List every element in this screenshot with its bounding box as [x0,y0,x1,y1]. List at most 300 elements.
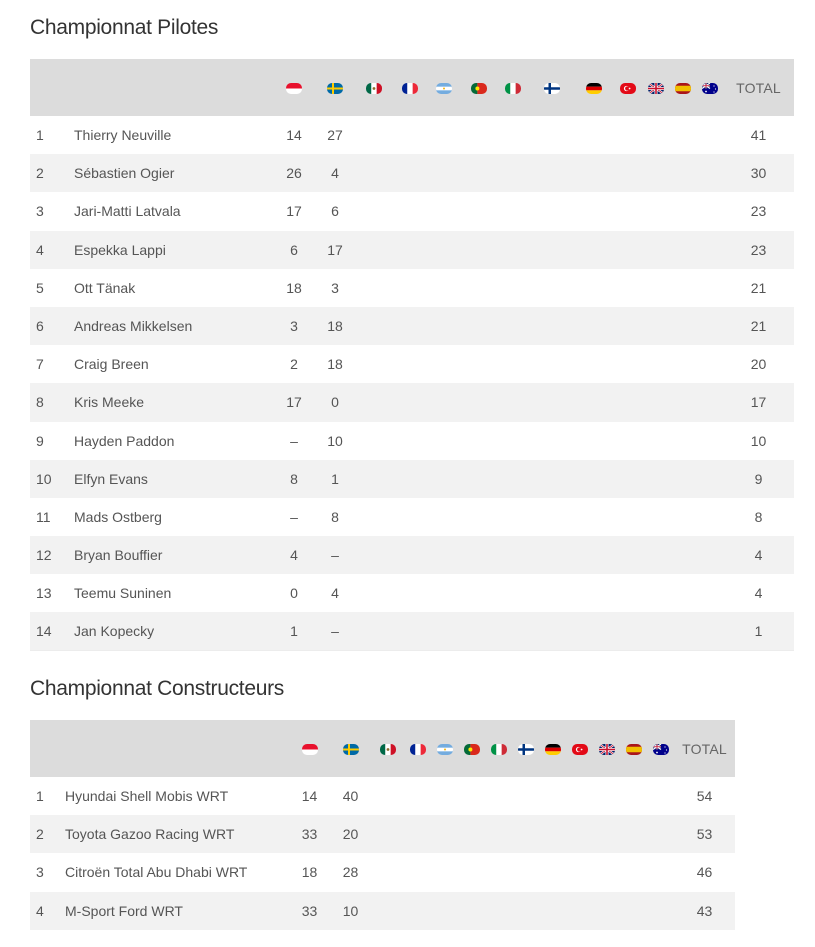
australia-flag-icon [702,83,718,94]
rally-points-cell [496,345,530,383]
total-points-cell: 41 [750,127,767,144]
monaco-flag-icon [302,744,318,755]
table-row [30,460,794,498]
rally-points-cell [356,498,392,536]
rally-points-cell [642,116,669,154]
rally-1-points-cell: – [290,432,298,449]
rally-points-cell [461,498,496,536]
france-flag-icon [402,83,418,94]
rally-points-cell [566,892,593,930]
rally-points-cell [461,231,496,269]
rally-points-cell [642,422,669,460]
turkey-flag-icon [572,744,588,755]
uk-flag-icon [648,83,664,94]
rally-points-cell [669,460,696,498]
rally-points-cell [356,383,392,421]
rally-points-cell [647,815,674,853]
flag-column-header [512,720,539,777]
rally-points-cell [431,892,458,930]
rally-points-cell [496,422,530,460]
table-row [30,536,794,574]
flag-column-header [330,720,371,777]
rally-points-cell [593,853,620,891]
rally-points-cell [574,231,614,269]
position-cell: 1 [36,127,44,144]
rally-points-cell [404,815,431,853]
rally-2-points-cell: 10 [327,432,343,449]
rally-2-points-cell: 20 [342,826,359,843]
position-cell: 4 [36,241,44,258]
rally-2-points-cell: 40 [342,788,359,805]
rally-points-cell [461,154,496,192]
rally-points-cell [696,422,723,460]
total-column-header: TOTAL [736,79,781,96]
rally-1-points-cell: 8 [290,470,298,487]
position-cell: 14 [36,623,52,640]
rally-points-cell [371,777,404,815]
table-row [30,498,794,536]
flag-column-header [574,59,614,116]
rally-2-points-cell: – [331,623,339,640]
rally-points-cell [669,536,696,574]
rally-1-points-cell: 17 [286,203,302,220]
rally-points-cell [614,345,642,383]
rally-points-cell [496,269,530,307]
rally-points-cell [356,422,392,460]
rally-points-cell [371,892,404,930]
rally-points-cell [574,269,614,307]
rally-points-cell [696,536,723,574]
table-row [30,422,794,460]
rally-points-cell [356,307,392,345]
italy-flag-icon [491,744,507,755]
position-cell: 2 [36,165,44,182]
flag-column-header [614,59,642,116]
rally-points-cell [642,383,669,421]
rally-points-cell [458,853,485,891]
rally-points-cell [574,422,614,460]
rally-2-points-cell: 18 [327,356,343,373]
rally-2-points-cell: – [331,547,339,564]
rally-points-cell [431,815,458,853]
rally-points-cell [392,231,427,269]
rally-points-cell [530,460,574,498]
total-points-cell: 9 [754,470,763,487]
position-cell: 9 [36,432,44,449]
rally-points-cell [566,777,593,815]
total-points-cell: 54 [696,788,713,805]
rally-2-points-cell: 27 [327,127,343,144]
rally-points-cell [696,460,723,498]
rally-points-cell [574,345,614,383]
rally-2-points-cell: 0 [331,394,339,411]
rally-points-cell [496,536,530,574]
rally-points-cell [458,777,485,815]
rally-points-cell [614,192,642,230]
rally-2-points-cell: 10 [342,902,359,919]
table-row [30,231,794,269]
rally-points-cell [392,536,427,574]
rally-points-cell [696,345,723,383]
rally-2-points-cell: 4 [331,165,339,182]
rally-points-cell [642,307,669,345]
rally-points-cell [461,307,496,345]
rally-2-points-cell: 4 [331,585,339,602]
name-cell: Andreas Mikkelsen [74,318,193,335]
rally-points-cell [647,853,674,891]
table-header-row [30,59,794,116]
table-row [30,777,735,815]
rally-points-cell [356,231,392,269]
total-points-cell: 1 [754,623,763,640]
rally-points-cell [642,536,669,574]
portugal-flag-icon [471,83,487,94]
rally-points-cell [669,116,696,154]
rally-points-cell [371,853,404,891]
name-cell: Citroën Total Abu Dhabi WRT [65,864,248,881]
rally-points-cell [496,383,530,421]
table-row [30,853,735,891]
rally-points-cell [530,422,574,460]
turkey-flag-icon [620,83,636,94]
rally-points-cell [539,777,566,815]
name-cell: Craig Breen [74,356,149,373]
rally-points-cell [404,892,431,930]
rally-points-cell [431,853,458,891]
rally-points-cell [356,536,392,574]
table-row [30,154,794,192]
rally-points-cell [392,154,427,192]
rally-2-points-cell: 1 [331,470,339,487]
rally-points-cell [642,192,669,230]
flag-column-header [458,720,485,777]
position-cell: 4 [36,902,44,919]
rally-points-cell [392,460,427,498]
rally-points-cell [530,116,574,154]
rally-points-cell [530,154,574,192]
rally-points-cell [574,154,614,192]
rally-points-cell [620,777,647,815]
flag-column-header [427,59,461,116]
rally-points-cell [696,154,723,192]
flag-column-header [642,59,669,116]
rally-points-cell [574,536,614,574]
rally-1-points-cell: 14 [286,127,302,144]
total-points-cell: 4 [754,585,763,602]
rally-points-cell [427,612,461,650]
germany-flag-icon [545,744,561,755]
rally-points-cell [392,383,427,421]
total-points-cell: 20 [750,356,767,373]
table-row [30,815,735,853]
rally-points-cell [512,815,539,853]
sweden-flag-icon [343,744,359,755]
rally-points-cell [427,269,461,307]
name-cell: Espekka Lappi [74,241,166,258]
total-points-cell: 4 [754,547,763,564]
total-column-header: TOTAL [682,740,727,757]
rally-points-cell [669,574,696,612]
rally-points-cell [427,536,461,574]
table-row [30,269,794,307]
rally-points-cell [356,269,392,307]
table-row [30,307,794,345]
rally-points-cell [566,853,593,891]
position-cell: 3 [36,864,44,881]
name-cell: Thierry Neuville [74,127,172,144]
rally-points-cell [461,116,496,154]
rally-points-cell [574,574,614,612]
rally-points-cell [642,498,669,536]
flag-column-header [356,59,392,116]
rally-points-cell [392,345,427,383]
rally-points-cell [530,231,574,269]
rally-points-cell [404,777,431,815]
spain-flag-icon [675,83,691,94]
rally-1-points-cell: 33 [301,902,318,919]
rally-points-cell [461,345,496,383]
name-cell: Toyota Gazoo Racing WRT [65,826,235,843]
rally-points-cell [696,612,723,650]
flag-column-header [461,59,496,116]
rally-1-points-cell: 14 [301,788,318,805]
rally-2-points-cell: 6 [331,203,339,220]
rally-points-cell [614,269,642,307]
rally-points-cell [614,383,642,421]
rally-points-cell [356,460,392,498]
finland-flag-icon [544,83,560,94]
rally-points-cell [512,777,539,815]
total-points-cell: 23 [750,203,767,220]
rally-points-cell [669,345,696,383]
position-cell: 8 [36,394,44,411]
rally-points-cell [669,422,696,460]
flag-column-header [404,720,431,777]
name-cell: Sébastien Ogier [74,165,175,182]
rally-points-cell [392,307,427,345]
rally-points-cell [566,815,593,853]
monaco-flag-icon [286,83,302,94]
rally-points-cell [614,116,642,154]
rally-points-cell [427,231,461,269]
table-row [30,612,794,650]
flag-column-header [289,720,330,777]
rally-points-cell [356,154,392,192]
rally-points-cell [496,574,530,612]
total-points-cell: 30 [750,165,767,182]
rally-points-cell [356,192,392,230]
table-row [30,116,794,154]
total-points-cell: 21 [750,318,767,335]
rally-points-cell [458,892,485,930]
rally-2-points-cell: 17 [327,241,343,258]
name-cell: Elfyn Evans [74,470,148,487]
rally-points-cell [392,269,427,307]
rally-points-cell [642,460,669,498]
rally-points-cell [530,383,574,421]
rally-points-cell [530,574,574,612]
name-cell: Mads Ostberg [74,508,162,525]
rally-points-cell [485,815,512,853]
rally-1-points-cell: 26 [286,165,302,182]
rally-points-cell [496,612,530,650]
position-cell: 10 [36,470,52,487]
rally-points-cell [485,892,512,930]
rally-points-cell [485,777,512,815]
rally-1-points-cell: 0 [290,585,298,602]
rally-points-cell [530,307,574,345]
position-cell: 3 [36,203,44,220]
rally-points-cell [427,116,461,154]
mexico-flag-icon [366,83,382,94]
constructors-championship-title: Championnat Constructeurs [30,677,284,700]
rally-points-cell [461,192,496,230]
rally-points-cell [371,815,404,853]
position-cell: 11 [36,508,51,525]
position-cell: 12 [36,547,52,564]
rally-points-cell [427,345,461,383]
rally-points-cell [496,498,530,536]
total-points-cell: 17 [750,394,767,411]
rally-points-cell [642,612,669,650]
rally-points-cell [530,536,574,574]
rally-points-cell [614,231,642,269]
rally-1-points-cell: 6 [290,241,298,258]
rally-points-cell [512,853,539,891]
name-cell: Hyundai Shell Mobis WRT [65,788,229,805]
rally-points-cell [539,853,566,891]
rally-points-cell [696,269,723,307]
rally-points-cell [496,231,530,269]
position-cell: 2 [36,826,44,843]
rally-points-cell [669,498,696,536]
total-points-cell: 21 [750,279,767,296]
rally-points-cell [392,574,427,612]
rally-points-cell [696,116,723,154]
rally-points-cell [642,231,669,269]
rally-points-cell [530,192,574,230]
position-cell: 1 [36,788,44,805]
rally-points-cell [431,777,458,815]
rally-points-cell [593,892,620,930]
rally-points-cell [642,269,669,307]
rally-points-cell [614,498,642,536]
rally-points-cell [696,231,723,269]
flag-column-header [431,720,458,777]
rally-1-points-cell: 3 [290,318,298,335]
flag-column-header [314,59,356,116]
rally-1-points-cell: 18 [301,864,318,881]
rally-points-cell [669,269,696,307]
drivers-championship-title: Championnat Pilotes [30,16,219,39]
rally-2-points-cell: 8 [331,508,339,525]
rally-points-cell [461,574,496,612]
drivers-standings-table [30,59,794,651]
total-points-cell: 10 [750,432,767,449]
rally-points-cell [392,498,427,536]
rally-points-cell [642,154,669,192]
rally-points-cell [614,612,642,650]
flag-column-header [274,59,314,116]
france-flag-icon [410,744,426,755]
rally-points-cell [669,231,696,269]
total-points-cell: 53 [696,826,713,843]
rally-points-cell [392,116,427,154]
rally-points-cell [614,536,642,574]
rally-points-cell [392,192,427,230]
rally-points-cell [614,307,642,345]
rally-points-cell [620,853,647,891]
germany-flag-icon [586,83,602,94]
rally-points-cell [696,574,723,612]
rally-1-points-cell: 17 [286,394,302,411]
rally-points-cell [614,154,642,192]
rally-points-cell [530,612,574,650]
position-cell: 13 [36,585,52,602]
rally-points-cell [574,307,614,345]
rally-points-cell [574,498,614,536]
mexico-flag-icon [380,744,396,755]
name-cell: Hayden Paddon [74,432,175,449]
rally-1-points-cell: 2 [290,356,298,373]
rally-points-cell [496,154,530,192]
rally-1-points-cell: – [290,508,298,525]
rally-points-cell [392,422,427,460]
spain-flag-icon [626,744,642,755]
name-cell: Jan Kopecky [74,623,155,640]
rally-points-cell [461,612,496,650]
flag-column-header [539,720,566,777]
rally-points-cell [669,383,696,421]
total-points-cell: 23 [750,241,767,258]
rally-points-cell [427,460,461,498]
uk-flag-icon [599,744,615,755]
flag-column-header [620,720,647,777]
total-points-cell: 43 [696,902,713,919]
rally-points-cell [512,892,539,930]
rally-points-cell [539,892,566,930]
rally-points-cell [614,460,642,498]
rally-points-cell [696,192,723,230]
name-cell: Teemu Suninen [74,585,172,602]
rally-points-cell [356,612,392,650]
rally-points-cell [458,815,485,853]
rally-2-points-cell: 18 [327,318,343,335]
rally-points-cell [427,307,461,345]
rally-points-cell [356,574,392,612]
flag-column-header [647,720,674,777]
rally-points-cell [642,345,669,383]
table-row [30,192,794,230]
rally-points-cell [647,892,674,930]
rally-points-cell [669,307,696,345]
rally-points-cell [496,116,530,154]
rally-2-points-cell: 3 [331,279,339,296]
rally-1-points-cell: 18 [286,279,302,296]
rally-points-cell [593,777,620,815]
rally-points-cell [461,422,496,460]
total-points-cell: 8 [754,508,763,525]
italy-flag-icon [505,83,521,94]
rally-points-cell [392,612,427,650]
table-header-row [30,720,735,777]
rally-points-cell [574,612,614,650]
flag-column-header [496,59,530,116]
rally-points-cell [427,383,461,421]
constructors-standings-table [30,720,735,930]
rally-points-cell [620,892,647,930]
rally-2-points-cell: 28 [342,864,359,881]
